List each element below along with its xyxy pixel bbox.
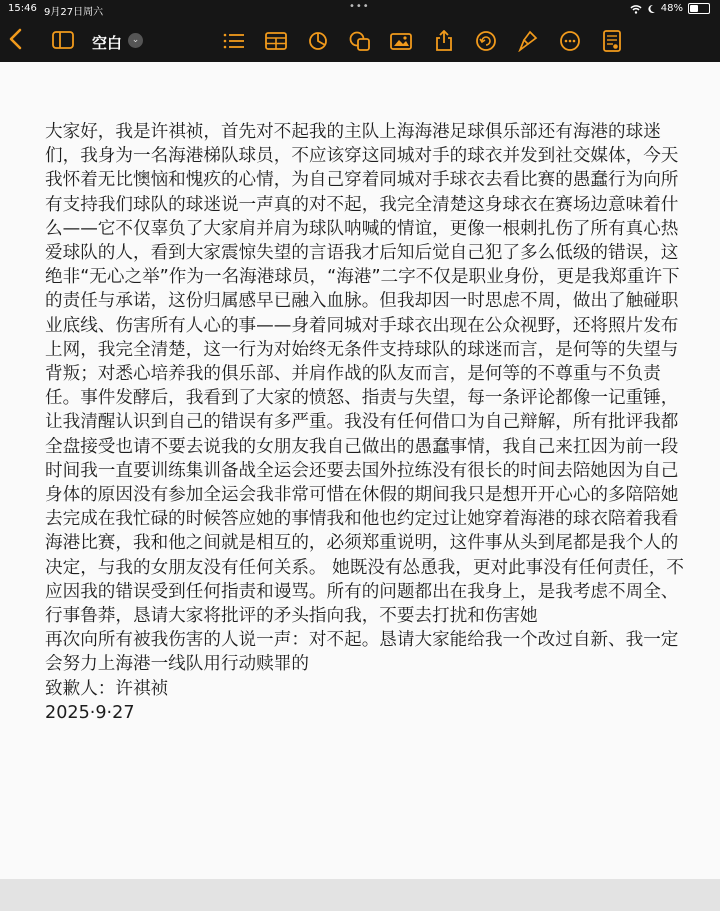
share-icon[interactable] <box>432 29 456 53</box>
document-title[interactable]: 空白 <box>92 34 123 52</box>
document-page[interactable] <box>0 62 720 879</box>
undo-icon[interactable] <box>474 29 498 53</box>
paragraph-main: 大家好，我是许祺祯，首先对不起我的主队上海海港足球俱乐部还有海港的球迷们，我身为一名海港梯队球员，不应该穿这同城对手的球衣并发到社交媒体，今天我怀着无比懊恼和愧疚的心情，为自己穿着同城对手球衣去看比赛的愚蠢行为向所有支持我们球队的球迷说一声真的对不起，我完全清楚这身球衣在赛场边意味着什么——它不仅辜负了大家肩并肩为球队呐喊的情谊，更像一根刺扎伤了所有真心热爱球队的人，看到大家震惊失望的言语我才后知后觉自己犯了多么低级的错误，这绝非“无心之举”作为一名海港球员，“海港”二字不仅是职业身份，更是我郑重许下的责任与承诺，这份归属感早已融入血脉。但我却因一时思虑不周，做出了触碰职业底线、伤害所有人心的事——身着同城对手球衣出现在公众视野，还将照片发布上网，我完全清楚，这一行为对始终无条件支持球队的球迷而言，是何等的失望与背叛；对悉心培养我的俱乐部、并肩作战的队友而言，是何等的不尊重与不负责任。事件发酵后，我看到了大家的愤怒、指责与失望，每一条评论都像一记重锤，让我清醒认识到自己的错误有多严重。我没有任何借口为自己辩解，所有批评我都全盘接受也请不要去说我的女朋友我自己做出的愚蠢事情，我自己来扛因为前一段时间我一直要训练集训备战全运会还要去国外拉练没有很长的时间去陪她因为自己身体的原因没有参加全运会我非常可惜在休假的期间我只是想开开心心的多陪陪她去完成在我忙碌的时候答应她的事情我和他也约定过让她穿着海港的球衣陪着我看海港比赛，我和他之间就是相互的，必须郑重说明，这件事从头到尾都是我个人的决定，与我的女朋友没有任何关系。 她既没有怂恿我，更对此事没有任何责任，不应因我的错误受到任何指责和谩骂。所有的问题都出在我身上，是我考虑不周全、行事鲁莽，恳请大家将批评的矛头指向我，不要去打扰和伤害她 <box>45 122 684 627</box>
media-icon[interactable] <box>390 29 414 53</box>
paragraph-apology: 再次向所有被我伤害的人说一声：对不起。恳请大家能给我一个改过自新、我一定会努力上海港一线队用行动赎罪的 <box>45 630 679 675</box>
document-icon[interactable] <box>600 29 624 53</box>
status-right <box>630 3 710 14</box>
chevron-down-icon[interactable]: ⌄ <box>128 33 143 48</box>
paragraph-signature: 致歉人：许祺祯 <box>45 678 169 699</box>
list-icon[interactable] <box>222 29 246 53</box>
paragraph-date: 2025·9·27 <box>45 702 135 723</box>
status-bar <box>0 0 720 18</box>
toolbar-tools <box>222 29 624 53</box>
table-icon[interactable] <box>264 29 288 53</box>
sidebar-icon[interactable] <box>52 31 74 53</box>
status-time: 15:46 <box>8 3 37 14</box>
back-icon[interactable] <box>8 28 30 54</box>
bottom-bar <box>0 879 720 911</box>
multitasking-dots-icon[interactable]: ••• <box>349 1 370 12</box>
chart-icon[interactable] <box>306 29 330 53</box>
battery-percent: 48% <box>660 3 683 14</box>
more-icon[interactable] <box>558 29 582 53</box>
wifi-icon <box>630 4 642 14</box>
status-date: 9月27日周六 <box>44 7 104 18</box>
document-body[interactable] <box>45 120 685 725</box>
toolbar <box>0 20 720 62</box>
moon-icon <box>647 4 656 14</box>
battery-icon <box>688 3 710 14</box>
shapes-icon[interactable] <box>348 29 372 53</box>
format-brush-icon[interactable] <box>516 29 540 53</box>
top-bar <box>0 0 720 62</box>
